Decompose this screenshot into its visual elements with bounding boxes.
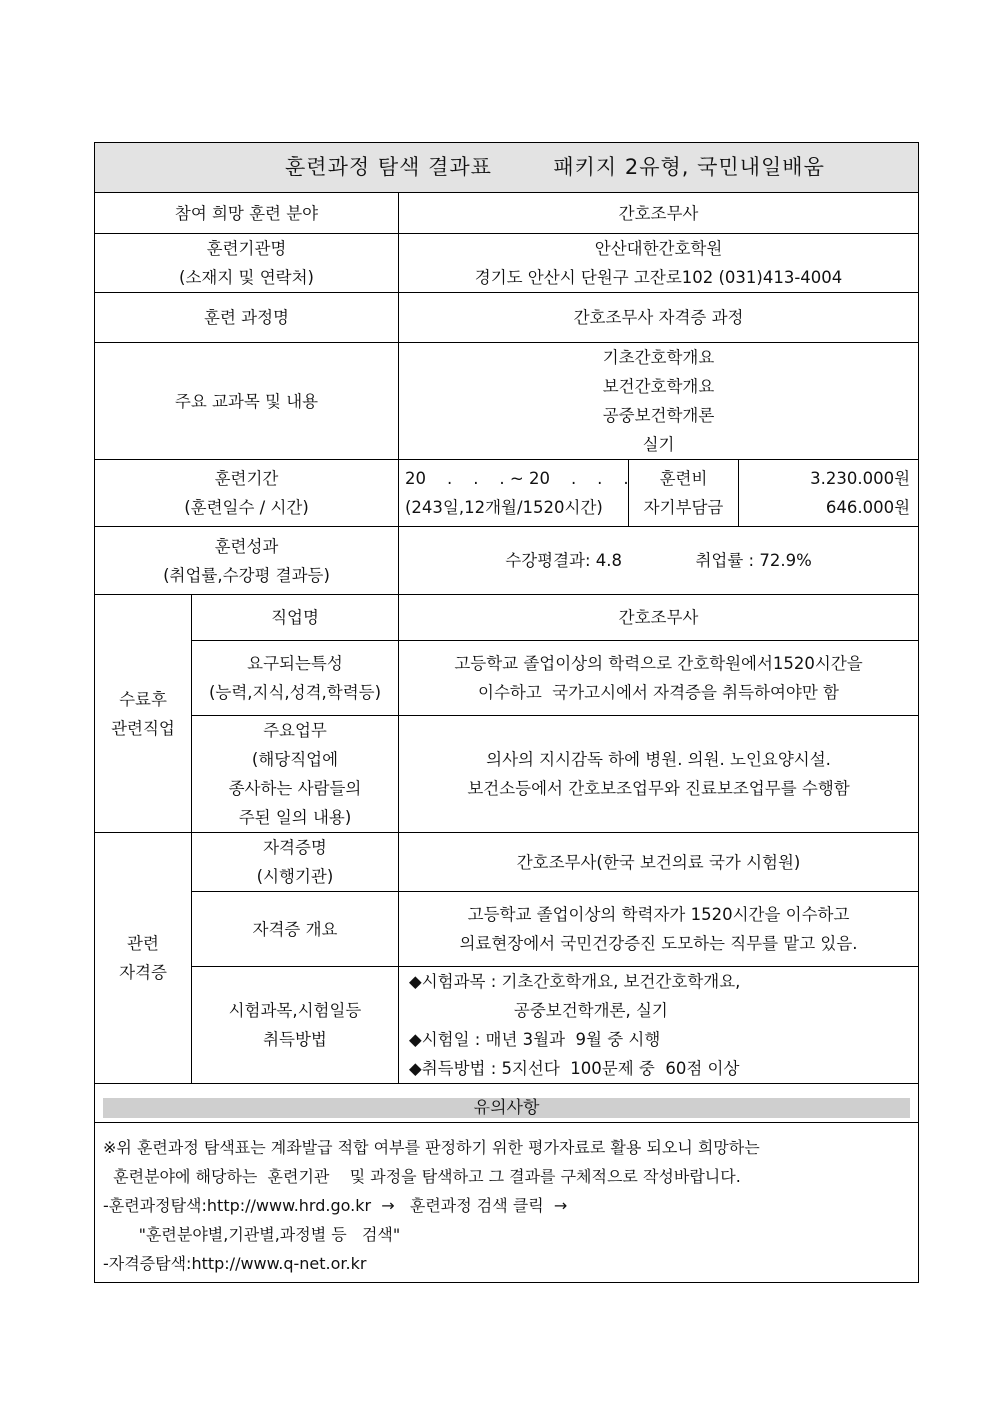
- cert-exam-value: ◆시험과목 : 기초간호학개요, 보건간호학개요, 공중보건학개론, 실기 ◆시험일 : 매년 3월과 9월 중 시행 ◆취득방법 : 5지선다 100문제 중 60점 이상: [399, 967, 919, 1084]
- subjects-label: 주요 교과목 및 내용: [95, 343, 399, 460]
- subject-item: 공중보건학개론: [602, 406, 715, 425]
- period-detail: (243일,12개월/1520시간): [405, 498, 603, 517]
- outcome-value: 수강평결과: 4.8 취업률 : 72.9%: [399, 527, 919, 595]
- notice-line-hrd-link[interactable]: -훈련과정탐색:http://www.hrd.go.kr → 훈련과정 검색 클릭 →: [103, 1196, 568, 1215]
- cert-name-label: 자격증명 (시행기관): [192, 833, 399, 892]
- job-name-label: 직업명: [192, 595, 399, 641]
- job-requirements-label: 요구되는특성 (능력,지식,성격,학력등): [192, 641, 399, 716]
- fee-label: 훈련비: [659, 469, 708, 488]
- training-course-result-table: [94, 142, 919, 1283]
- subject-item: 보건간호학개요: [602, 377, 715, 396]
- institution-name: 안산대한간호학원: [594, 239, 723, 258]
- job-group-label: 수료후 관련직업: [95, 595, 192, 833]
- job-requirements-value: 고등학교 졸업이상의 학력으로 간호학원에서1520시간을 이수하고 국가고시에서 자격증을 취득하여야만 함: [399, 641, 919, 716]
- notice-line: "훈련분야별,기관별,과정별 등 검색": [103, 1225, 401, 1244]
- fee-value: 3.230.000원: [810, 469, 911, 488]
- self-pay-value: 646.000원: [825, 498, 911, 517]
- fee-values: [739, 460, 919, 527]
- course-value: 간호조무사 자격증 과정: [399, 293, 919, 343]
- job-duty-value: 의사의 지시감독 하에 병원. 의원. 노인요양시설. 보건소등에서 간호보조업무와 진료보조업무를 수행함: [399, 716, 919, 833]
- notice-heading: 유의사항: [103, 1098, 910, 1118]
- cert-exam-label: 시험과목,시험일등 취득방법: [192, 967, 399, 1084]
- institution-label: 훈련기관명 (소재지 및 연락처): [95, 234, 399, 293]
- job-duty-label: 주요업무 (해당직업에 종사하는 사람들의 주된 일의 내용): [192, 716, 399, 833]
- job-name-value: 간호조무사: [399, 595, 919, 641]
- period-value: [399, 460, 629, 527]
- document-title: 훈련과정 탐색 결과표 패키지 2유형, 국민내일배움: [95, 143, 919, 193]
- field-label: 참여 희망 훈련 분야: [95, 193, 399, 234]
- fee-labels: [629, 460, 739, 527]
- institution-address: 경기도 안산시 단원구 고잔로102 (031)413-4004: [474, 268, 843, 287]
- notice-body: [95, 1123, 919, 1283]
- notice-line-qnet-link[interactable]: -자격증탐색:http://www.q-net.or.kr: [103, 1254, 367, 1273]
- field-value: 간호조무사: [399, 193, 919, 234]
- notice-line: 훈련분야에 해당하는 훈련기관 및 과정을 탐색하고 그 결과를 구체적으로 작성바랍니다.: [103, 1167, 741, 1186]
- cert-name-value: 간호조무사(한국 보건의료 국가 시험원): [399, 833, 919, 892]
- period-label: 훈련기간 (훈련일수 / 시간): [95, 460, 399, 527]
- outcome-label: 훈련성과 (취업률,수강평 결과등): [95, 527, 399, 595]
- cert-group-label: 관련 자격증: [95, 833, 192, 1084]
- subjects-list: [399, 343, 919, 460]
- notice-section: [95, 1084, 919, 1123]
- cert-overview-value: 고등학교 졸업이상의 학력자가 1520시간을 이수하고 의료현장에서 국민건강증진 도모하는 직무를 맡고 있음.: [399, 892, 919, 967]
- period-range: 20 . . . ~ 20 . . .: [405, 469, 629, 488]
- cert-overview-label: 자격증 개요: [192, 892, 399, 967]
- subject-item: 기초간호학개요: [602, 348, 715, 367]
- institution-value: [399, 234, 919, 293]
- subject-item: 실기: [642, 435, 675, 454]
- notice-line: ※위 훈련과정 탐색표는 계좌발급 적합 여부를 판정하기 위한 평가자료로 활용 되오니 희망하는: [103, 1138, 760, 1157]
- course-label: 훈련 과정명: [95, 293, 399, 343]
- self-pay-label: 자기부담금: [643, 498, 724, 517]
